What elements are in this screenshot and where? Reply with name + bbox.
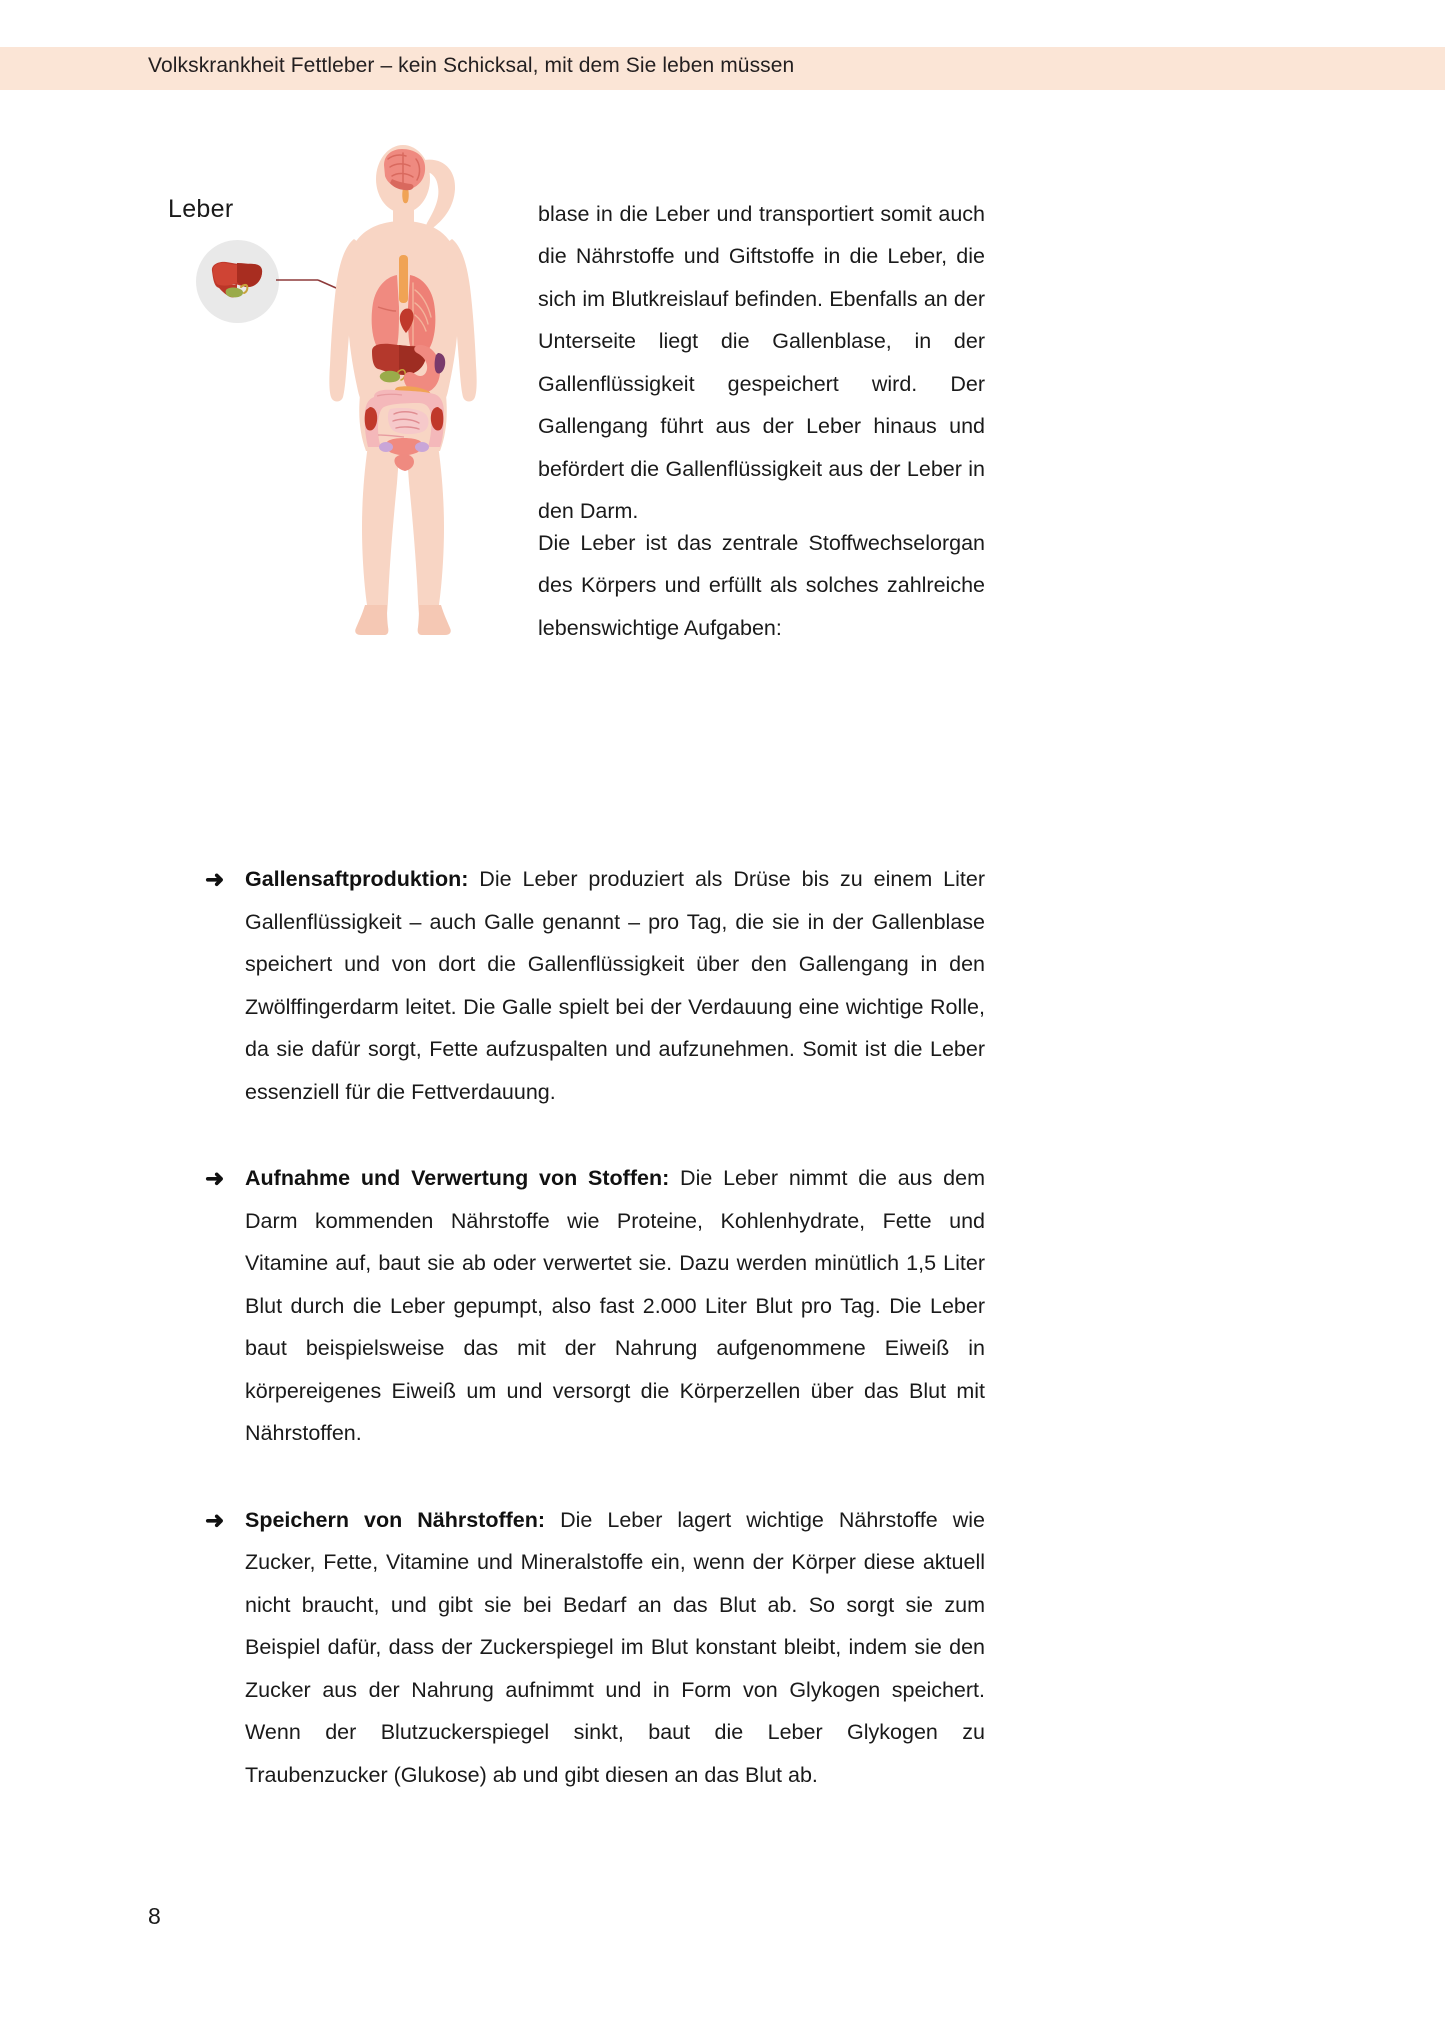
liver-functions-list: [148, 858, 985, 1796]
female-body-anatomy-illustration: [298, 135, 508, 640]
arrow-bullet-icon: ➜: [205, 866, 225, 892]
list-item-text: Die Leber lagert wichtige Nährstoffe wie Zucker, Fette, Vitamine und Mineralstoffe ein, wenn der Körper diese aktuell nicht braucht, und gibt sie bei Bedarf an das Blut ab. So sorgt sie zum Beispiel dafür, dass der Zuckerspiegel im Blut konstant bleibt, indem sie den Zucker aus der Nahrung aufnimmt und in Form von Glykogen speichert. Wenn der Blutzuckerspiegel sinkt, baut die Leber Glykogen zu Traubenzucker (Glukose) ab und gibt diesen an das Blut ab.: [245, 1507, 985, 1787]
list-item-text: Die Leber nimmt die aus dem Darm kommenden Nährstoffe wie Proteine, Kohlenhydrate, Fette und Vitamine auf, baut sie ab oder verwertet sie. Dazu werden minütlich 1,5 Liter Blut durch die Leber gepumpt, also fast 2.000 Liter Blut pro Tag. Die Leber baut beispielsweise das mit der Nahrung aufgenommene Eiweiß in körpereigenes Eiweiß um und versorgt die Körperzellen über das Blut mit Nährstoffen.: [245, 1166, 985, 1445]
list-item-lead: Aufnahme und Verwertung von Stoffen:: [245, 1166, 670, 1190]
liver-callout-circle: [196, 240, 279, 323]
page-number: 8: [148, 1903, 161, 1929]
body-paragraph-1: blase in die Leber und transportiert somit auch die Nährstoffe und Giftstoffe in die Leber, die sich im Blutkreislauf befinden. Ebenfalls an der Unterseite liegt die Gallenblase, in der Gallenflüssigkeit gespeichert wird. Der Gallengang führt aus der Leber hinaus und befördert die Gallenflüssigkeit aus der Leber in den Darm.: [538, 201, 985, 523]
body-paragraph-2: Die Leber ist das zentrale Stoffwechselorgan des Körpers und erfüllt als solches zahlreiche lebenswichtige Aufgaben:: [538, 530, 985, 640]
liver-organ-icon: [196, 240, 279, 323]
list-item: [148, 1499, 985, 1797]
list-item: [148, 858, 985, 1113]
list-item: [148, 1157, 985, 1455]
anatomy-figure: [148, 135, 508, 640]
arrow-bullet-icon: ➜: [205, 1506, 225, 1533]
arrow-bullet-icon: ➜: [205, 1165, 225, 1191]
list-item-lead: Gallensaftproduktion:: [245, 867, 469, 891]
list-item-lead: Speichern von Nährstoffen:: [245, 1507, 546, 1532]
figure-label-leber: Leber: [168, 195, 234, 223]
running-header-title: Volkskrankheit Fettleber – kein Schicksal, mit dem Sie leben müssen: [148, 54, 795, 77]
list-item-text: Die Leber produziert als Drüse bis zu einem Liter Gallenflüssigkeit – auch Galle genannt – pro Tag, die sie in der Gallenblase speichert und von dort die Gallenflüssigkeit über den Gallengang in den Zwölffingerdarm leitet. Die Galle spielt bei der Verdauung eine wichtige Rolle, da sie dafür sorgt, Fette aufzuspalten und aufzunehmen. Somit ist die Leber essenziell für die Fettverdauung.: [245, 867, 985, 1104]
